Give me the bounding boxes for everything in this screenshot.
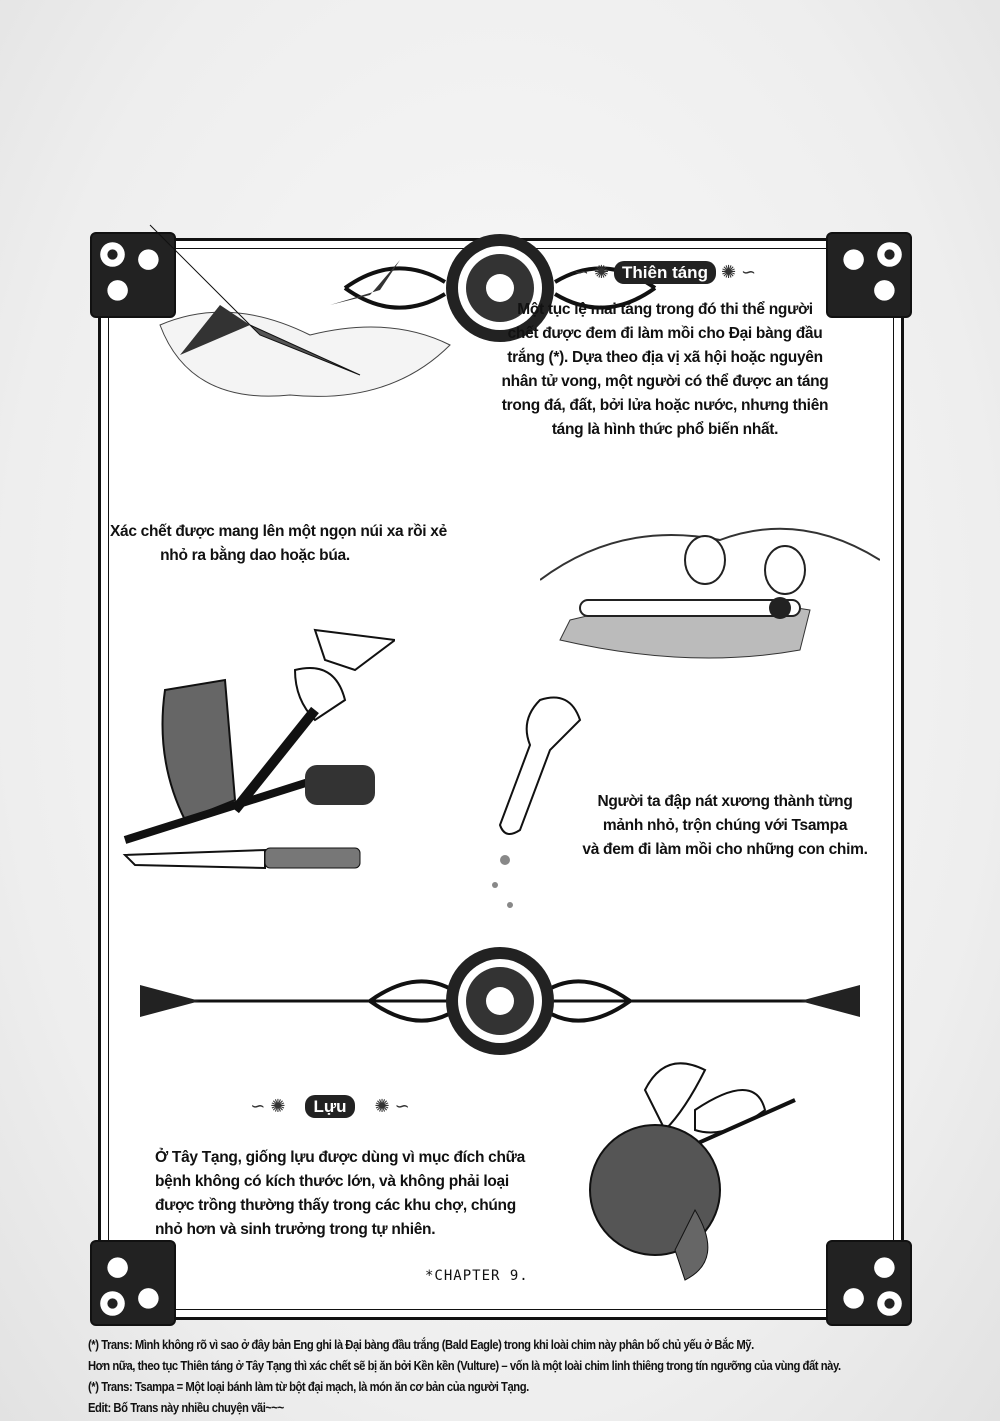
text-line: nhân tử vong, một người có thể được an táng [501, 373, 829, 390]
bone-illustration [480, 690, 590, 920]
ornament-corner-icon [826, 232, 912, 318]
text-line: bệnh không có kích thước lớn, và không phải loại [155, 1173, 509, 1190]
text-line: Người ta đập nát xương thành từng [597, 793, 853, 810]
sky-burial-heading: ∽ ✺ Thiên táng ✺ ∽ [573, 262, 757, 282]
footnote: Hơn nữa, theo tục Thiên táng ở Tây Tạng thì xác chết sẽ bị ăn bởi Kền kền (Vulture) – vốn là một loài chim linh thiêng trong tín ngưỡng của vùng đất này. [88, 1359, 841, 1373]
text-line: Xác chết được mang lên một ngọn núi xa rồi xẻ [110, 523, 447, 540]
axe-hammer-knife-illustration [115, 610, 395, 870]
text-line: mảnh nhỏ, trộn chúng với Tsampa [602, 817, 848, 834]
pomegranate-title: Lựu [305, 1095, 354, 1118]
text-line: chết được đem đi làm mồi cho Đại bàng đầu [507, 325, 823, 342]
footnote: (*) Trans: Tsampa = Một loại bánh làm từ bột đại mạch, là món ăn cơ bản của người Tạng. [88, 1380, 529, 1394]
ornament-corner-icon [90, 1240, 176, 1326]
text-line: được trồng thường thấy trong các khu chợ, chúng [155, 1197, 516, 1214]
sky-burial-description [500, 298, 830, 442]
bone-caption [580, 790, 870, 862]
footnote: Edit: Bố Trans này nhiều chuyện vãi~~~ [88, 1401, 284, 1415]
text-line: nhỏ hơn và sinh trưởng trong tự nhiên. [155, 1221, 436, 1238]
chapter-note: *CHAPTER 9. [425, 1268, 529, 1284]
sky-burial-illustration [540, 490, 880, 690]
text-line: và đem đi làm mồi cho những con chim. [582, 841, 868, 858]
text-line: nhỏ ra bằng dao hoặc búa. [160, 547, 350, 564]
pomegranate-illustration [555, 1050, 815, 1290]
text-line: táng là hình thức phổ biến nhất. [551, 421, 779, 438]
text-line: trong đá, đất, bởi lửa hoặc nước, nhưng thiên [501, 397, 829, 414]
divider-ornament-icon [140, 945, 860, 1057]
pomegranate-description [155, 1146, 525, 1242]
sky-burial-title: Thiên táng [614, 261, 716, 284]
text-line: trắng (*). Dựa theo địa vị xã hội hoặc nguyên [507, 349, 823, 366]
vultures-illustration [130, 205, 490, 435]
pomegranate-heading: ∽ ✺ Lựu ✺ ∽ [250, 1096, 410, 1116]
corpse-caption [110, 520, 447, 568]
footnote: (*) Trans: Mình không rõ vì sao ở đây bản Eng ghi là Đại bàng đầu trắng (Bald Eagle) trong khi loài chim này phân bố chủ yếu ở Bắc Mỹ. [88, 1338, 754, 1352]
text-line: Một tục lệ mai táng trong đó thi thể người [517, 301, 813, 318]
text-line: Ở Tây Tạng, giống lựu được dùng vì mục đích chữa [155, 1149, 525, 1166]
ornament-corner-icon [826, 1240, 912, 1326]
